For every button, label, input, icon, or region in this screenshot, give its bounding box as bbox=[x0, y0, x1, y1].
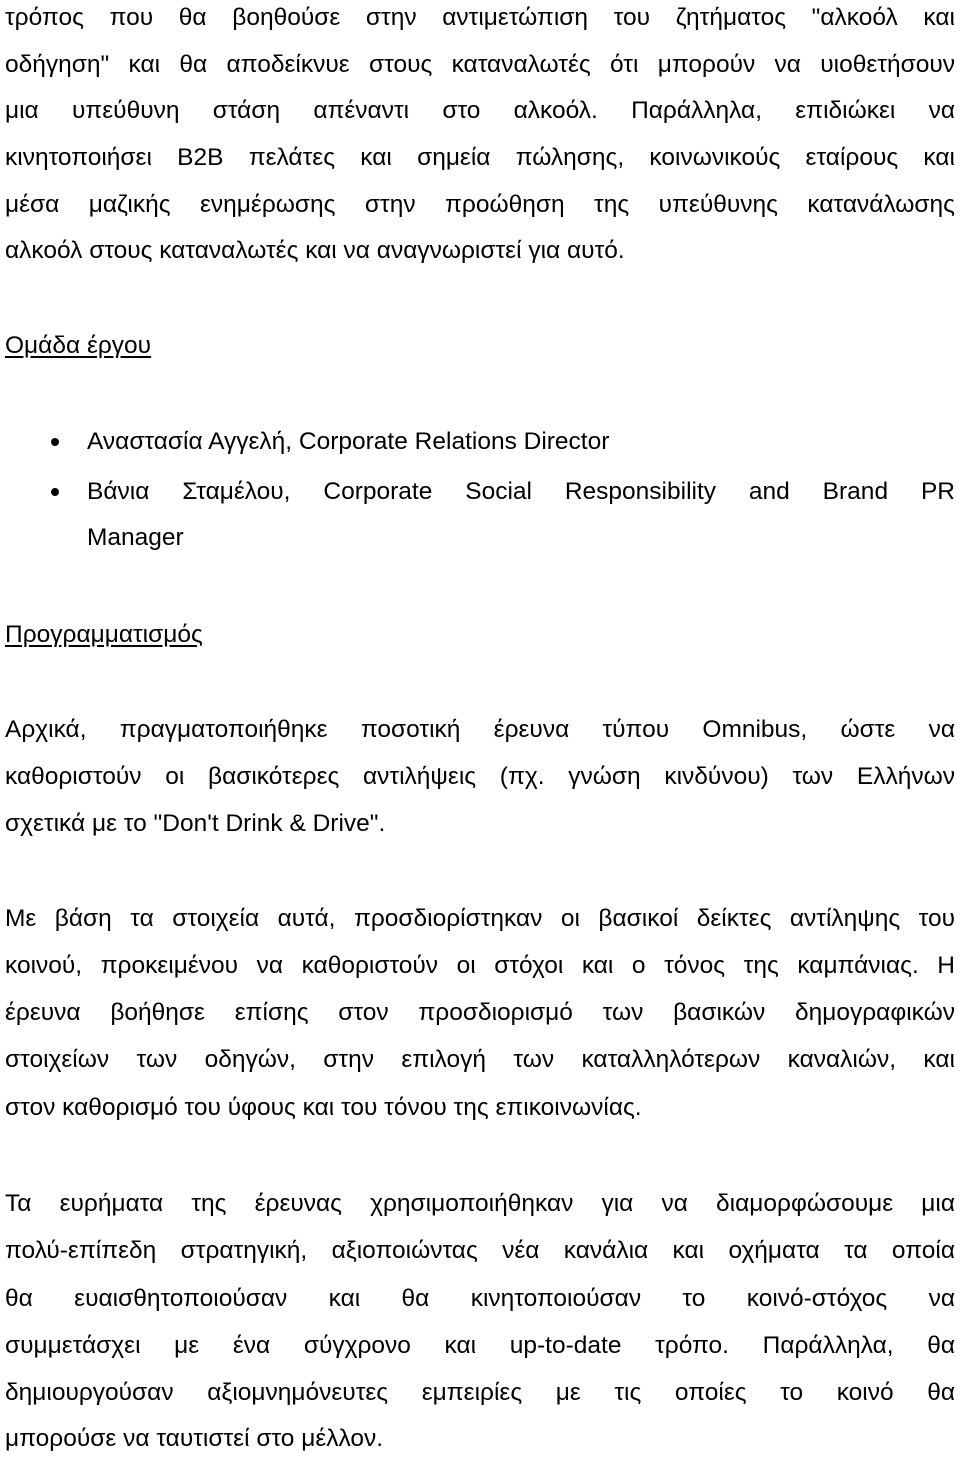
section-heading-programming: Προγραμματισμός bbox=[5, 621, 203, 648]
list-item-text: Αναστασία Αγγελή, Corporate Relations Director bbox=[87, 428, 610, 455]
bullet-icon bbox=[51, 438, 59, 446]
text-line: θα ευαισθητοποιούσαν και θα κινητοποιούσαν το κοινό-στόχος να bbox=[5, 1285, 955, 1312]
section-heading-team: Ομάδα έργου bbox=[5, 332, 152, 359]
text-line: Με βάση τα στοιχεία αυτά, προσδιορίστηκαν οι βασικοί δείκτες αντίληψης του bbox=[5, 905, 955, 932]
text-line: συμμετάσχει με ένα σύγχρονο και up-to-date τρόπο. Παράλληλα, θα bbox=[5, 1332, 955, 1359]
text-line: μπορούσε να ταυτιστεί στο μέλλον. bbox=[5, 1425, 384, 1452]
text-line: κινητοποιήσει B2B πελάτες και σημεία πώλησης, κοινωνικούς εταίρους και bbox=[5, 144, 955, 171]
text-line: κοινού, προκειμένου να καθοριστούν οι στόχοι και ο τόνος της καμπάνιας. Η bbox=[5, 952, 955, 979]
text-line: Τα ευρήματα της έρευνας χρησιμοποιήθηκαν για να διαμορφώσουμε μια bbox=[5, 1190, 955, 1217]
text-line: οδήγηση" και θα αποδείκνυε στους καταναλωτές ότι μπορούν να υιοθετήσουν bbox=[5, 51, 955, 78]
bullet-icon bbox=[51, 488, 59, 496]
text-line: Αρχικά, πραγματοποιήθηκε ποσοτική έρευνα τύπου Omnibus, ώστε να bbox=[5, 716, 955, 743]
text-line: καθοριστούν οι βασικότερες αντιλήψεις (πχ. γνώση κινδύνου) των Ελλήνων bbox=[5, 763, 955, 790]
text-line: αλκοόλ στους καταναλωτές και να αναγνωριστεί για αυτό. bbox=[5, 237, 625, 264]
text-line: μέσα μαζικής ενημέρωσης στην προώθηση της υπεύθυνης κατανάλωσης bbox=[5, 191, 955, 218]
text-line: έρευνα βοήθησε επίσης στον προσδιορισμό των βασικών δημογραφικών bbox=[5, 999, 955, 1026]
text-line: πολύ-επίπεδη στρατηγική, αξιοποιώντας νέα κανάλια και οχήματα τα οποία bbox=[5, 1237, 955, 1264]
text-line: στον καθορισμό του ύφους και του τόνου της επικοινωνίας. bbox=[5, 1094, 642, 1121]
text-line: στοιχείων των οδηγών, στην επιλογή των καταλληλότερων καναλιών, και bbox=[5, 1046, 955, 1073]
list-item-text: Manager bbox=[87, 524, 184, 551]
text-line: τρόπος που θα βοηθούσε στην αντιμετώπιση του ζητήματος "αλκοόλ και bbox=[5, 4, 955, 31]
text-line: σχετικά με το "Don't Drink & Drive". bbox=[5, 810, 386, 837]
text-line: μια υπεύθυνη στάση απέναντι στο αλκοόλ. Παράλληλα, επιδιώκει να bbox=[5, 97, 955, 124]
list-item-text: Βάνια Σταμέλου, Corporate Social Responsibility and Brand PR bbox=[87, 478, 955, 505]
text-line: δημιουργούσαν αξιομνημόνευτες εμπειρίες με τις οποίες το κοινό θα bbox=[5, 1379, 955, 1406]
